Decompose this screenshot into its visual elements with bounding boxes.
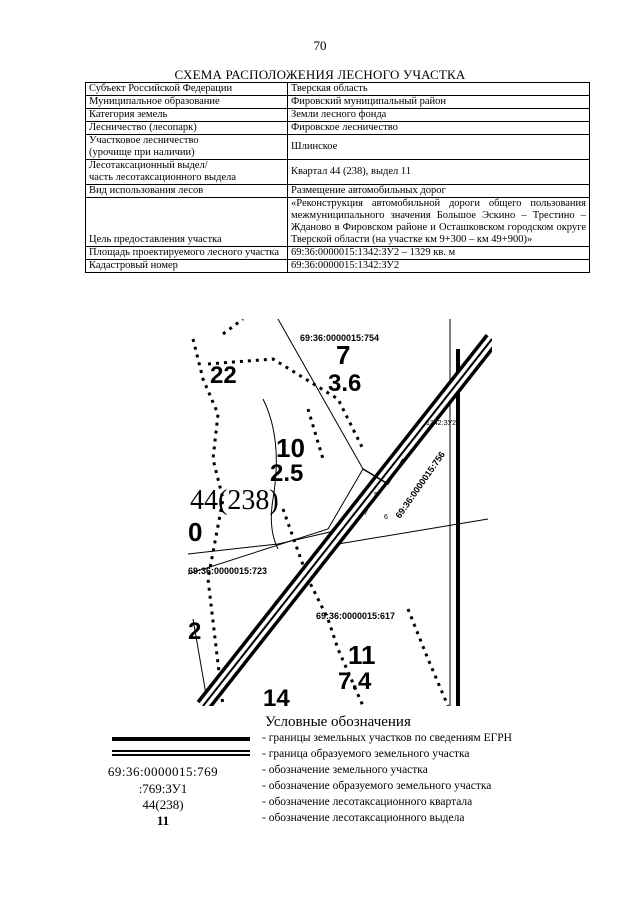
- label-parcel-617: 69:36:0000015:617: [316, 611, 396, 621]
- label-parcel-723: 69:36:0000015:723: [188, 566, 268, 576]
- label-vydel-22: 22: [210, 362, 237, 389]
- label-value-7-4: 7.4: [338, 668, 372, 695]
- table-row: [86, 260, 590, 273]
- table-row: [86, 160, 590, 185]
- quarter-label-symbol: 44(238): [142, 797, 184, 812]
- egrn-boundary-symbol: [112, 737, 250, 741]
- row-value: «Реконструкция автомобильной дороги общего пользования межмуниципального значения Большое Эскино – Трестино – Жданово в Фировском районе и Осташковском городском округе Тверской области (на участке км 9+300 – км 49+900)»: [288, 198, 590, 247]
- vertex-label: 6: [384, 514, 388, 521]
- vydel-label-symbol: 11: [156, 813, 170, 828]
- label-vydel-7: 7: [336, 340, 351, 370]
- table-row: [86, 185, 590, 198]
- legend-item: - обозначение лесотаксационного квартала: [262, 796, 473, 808]
- parcel-label-symbol: 69:36:0000015:769: [107, 764, 219, 779]
- row-value: Квартал 44 (238), выдел 11: [288, 160, 590, 185]
- vertex-label: 5: [374, 492, 378, 499]
- row-label: Субъект Российской Федерации: [86, 83, 288, 96]
- row-value: 69:36:0000015:1342:ЗУ2 – 1329 кв. м: [288, 247, 590, 260]
- row-value: Размещение автомобильных дорог: [288, 185, 590, 198]
- table-row: [86, 109, 590, 122]
- row-value: 69:36:0000015:1342:ЗУ2: [288, 260, 590, 273]
- label-vydel-0: 0: [188, 517, 203, 547]
- row-label: Лесотаксационный выдел/ часть лесотаксационного выдела: [86, 160, 288, 185]
- row-label: Кадастровый номер: [86, 260, 288, 273]
- row-label: Вид использования лесов: [86, 185, 288, 198]
- row-label: Лесничество (лесопарк): [86, 122, 288, 135]
- map-drawing: [188, 319, 492, 706]
- label-vydel-11: 11: [348, 640, 376, 670]
- row-value: Тверская область: [288, 83, 590, 96]
- row-value: Фировский муниципальный район: [288, 96, 590, 109]
- new-boundary-symbol: [112, 750, 250, 756]
- table-row: [86, 122, 590, 135]
- legend-item: - границы земельных участков по сведениям ЕГРН: [262, 732, 512, 744]
- legend-item: - обозначение лесотаксационного выдела: [262, 812, 465, 824]
- info-table: [85, 82, 590, 273]
- label-value-2-5: 2.5: [270, 460, 304, 487]
- label-vydel-10: 10: [276, 433, 305, 463]
- row-label: Категория земель: [86, 109, 288, 122]
- row-label: Площадь проектируемого лесного участка: [86, 247, 288, 260]
- table-row: [86, 83, 590, 96]
- label-new-parcel-zu2: 1342:ЗУ2: [426, 420, 457, 427]
- label-vydel-14: 14: [263, 685, 290, 706]
- label-parcel-754: 69:36:0000015:754: [300, 333, 380, 343]
- label-quarter-44: 44(238): [190, 485, 279, 516]
- table-row: [86, 96, 590, 109]
- row-label: Цель предоставления участка: [86, 198, 288, 247]
- page-number: 70: [313, 38, 327, 53]
- label-parcel-756: 69:36:0000015:756: [393, 449, 447, 521]
- new-parcel-label-symbol: :769:ЗУ1: [138, 781, 188, 796]
- row-value: Шлинское: [288, 135, 590, 160]
- legend-item: - граница образуемого земельного участка: [262, 748, 470, 760]
- table-row: [86, 247, 590, 260]
- vertex-label: 7: [364, 510, 368, 517]
- row-value: Фировское лесничество: [288, 122, 590, 135]
- row-value: Земли лесного фонда: [288, 109, 590, 122]
- row-label: Участковое лесничество (урочище при наличии): [86, 135, 288, 160]
- legend-title: Условные обозначения: [265, 714, 411, 730]
- label-vydel-2: 2: [188, 618, 202, 645]
- row-label: Муниципальное образование: [86, 96, 288, 109]
- table-row: [86, 198, 590, 247]
- document-title: СХЕМА РАСПОЛОЖЕНИЯ ЛЕСНОГО УЧАСТКА: [174, 67, 466, 82]
- label-value-3-6: 3.6: [328, 370, 362, 397]
- table-row: [86, 135, 590, 160]
- legend-item: - обозначение земельного участка: [262, 764, 428, 776]
- legend-item: - обозначение образуемого земельного участка: [262, 780, 492, 792]
- site-map: [188, 319, 492, 706]
